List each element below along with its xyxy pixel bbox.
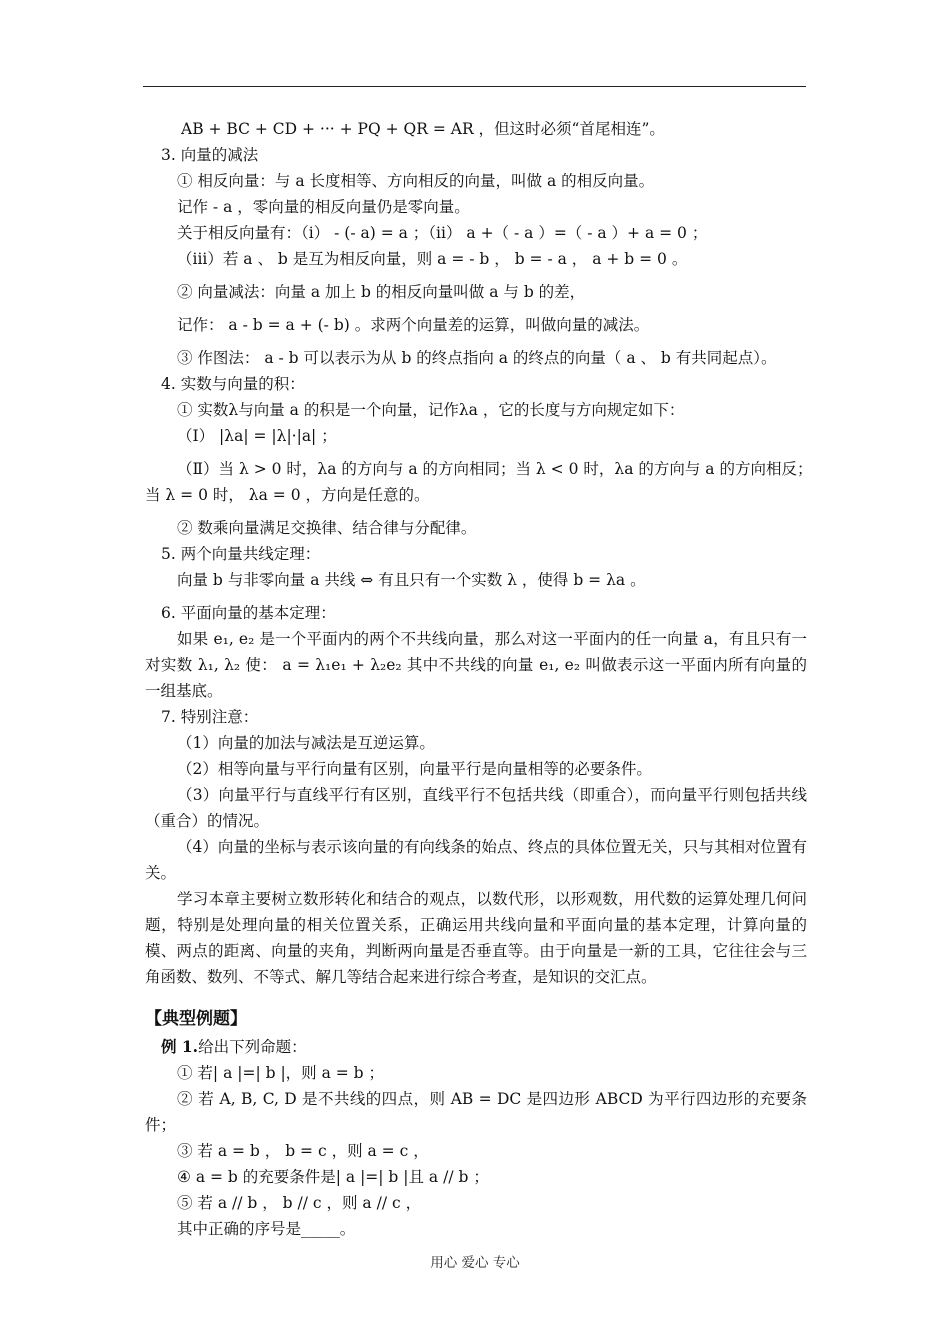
example-item-5: ⑤ 若 a // b ， b // c ，则 a // c ， bbox=[177, 1194, 422, 1212]
scalar-product-def: ① 实数λ与向量 a 的积是一个向量，记作λa ，它的长度与方向规定如下： bbox=[177, 401, 685, 419]
note-1: （1）向量的加法与减法是互逆运算。 bbox=[177, 734, 435, 752]
header-rule bbox=[143, 86, 806, 87]
vector-subtraction-notation: 记作： a - b = a + (- b) 。求两个向量差的运算，叫做向量的减法。 bbox=[177, 316, 650, 334]
example-item-2: ② 若 A, B, C, D 是不共线的四点，则 AB = DC 是四边形 ABCD 为平行四边形的充要条件； bbox=[145, 1090, 807, 1134]
note-3: （3）向量平行与直线平行有区别，直线平行不包括共线（即重合），而向量平行则包括共线（重合）的情况。 bbox=[145, 786, 807, 830]
scalar-product-length: （Ⅰ） |λa| = |λ|·|a| ； bbox=[177, 427, 337, 445]
collinear-theorem: 向量 b 与非零向量 a 共线 ⇔ 有且只有一个实数 λ ，使得 b = λa 。 bbox=[177, 571, 646, 589]
section-title: 【典型例题】 bbox=[145, 1009, 247, 1029]
opposite-vector-iii: （iii）若 a 、 b 是互为相反向量，则 a = - b ， b = - a ， a + b = 0 。 bbox=[177, 250, 688, 268]
heading-scalar-product: 4. 实数与向量的积： bbox=[161, 375, 305, 393]
opposite-vector-notation: 记作 - a ，零向量的相反向量仍是零向量。 bbox=[177, 198, 470, 216]
graphic-method: ③ 作图法： a - b 可以表示为从 b 的终点指向 a 的终点的向量（ a 、 b 有共同起点）。 bbox=[177, 349, 777, 367]
example-question: 其中正确的序号是_____。 bbox=[177, 1220, 356, 1238]
heading-subtraction: 3. 向量的减法 bbox=[161, 146, 259, 164]
page-footer: 用心 爱心 专心 bbox=[430, 1255, 520, 1271]
scalar-product-laws: ② 数乘向量满足交换律、结合律与分配律。 bbox=[177, 519, 477, 537]
document-body bbox=[145, 116, 813, 1242]
scalar-product-direction: （Ⅱ）当 λ > 0 时，λa 的方向与 a 的方向相同；当 λ < 0 时，λa 的方向与 a 的方向相反； bbox=[177, 460, 813, 478]
opposite-vector-def: ① 相反向量：与 a 长度相等、方向相反的向量，叫做 a 的相反向量。 bbox=[177, 172, 655, 190]
opposite-vector-properties: 关于相反向量有：（i） - (- a) = a ；（ii） a +（ - a ）=（ - a ）+ a = 0 ； bbox=[177, 224, 708, 242]
example-item-4: ④ a = b 的充要条件是| a |=| b |且 a // b ； bbox=[177, 1168, 489, 1186]
example-1-intro bbox=[145, 1034, 807, 1060]
note-4: （4）向量的坐标与表示该向量的有向线条的始点、终点的具体位置无关，只与其相对位置有关。 bbox=[145, 838, 807, 882]
example-label: 例 1. bbox=[161, 1037, 199, 1056]
heading-collinear-theorem: 5. 两个向量共线定理： bbox=[161, 545, 321, 563]
example-item-3: ③ 若 a = b ， b = c ，则 a = c ， bbox=[177, 1142, 429, 1160]
scalar-product-zero: 当 λ = 0 时， λa = 0 ，方向是任意的。 bbox=[145, 486, 430, 504]
example-item-1: ① 若| a |=| b |，则 a = b ； bbox=[177, 1064, 385, 1082]
vector-subtraction-def: ② 向量减法：向量 a 加上 b 的相反向量叫做 a 与 b 的差， bbox=[177, 283, 586, 301]
heading-notes: 7. 特别注意： bbox=[161, 708, 259, 726]
example-intro: 给出下列命题： bbox=[198, 1038, 307, 1056]
study-summary: 学习本章主要树立数形转化和结合的观点，以数代形，以形观数，用代数的运算处理几何问题，特别是处理向量的相关位置关系，正确运用共线向量和平面向量的基本定理，计算向量的模、两点的距离、向量的夹角，判断两向量是否垂直等。由于向量是一新的工具，它往往会与三角函数、数列、不等式、解几等结合起来进行综合考查，是知识的交汇点。 bbox=[145, 890, 807, 986]
basis-theorem: 如果 e₁, e₂ 是一个平面内的两个不共线向量，那么对这一平面内的任一向量 a，有且只有一对实数 λ₁, λ₂ 使： a = λ₁e₁ + λ₂e₂ 其中不共线的向量 e₁, e₂ 叫做表示这一平面内所有向量的一组基底。 bbox=[145, 630, 807, 700]
heading-basis-theorem: 6. 平面向量的基本定理： bbox=[161, 604, 336, 622]
vector-sum-chain: AB + BC + CD + ··· + PQ + QR = AR ，但这时必须“首尾相连”。 bbox=[181, 120, 665, 138]
note-2: （2）相等向量与平行向量有区别，向量平行是向量相等的必要条件。 bbox=[177, 760, 652, 778]
